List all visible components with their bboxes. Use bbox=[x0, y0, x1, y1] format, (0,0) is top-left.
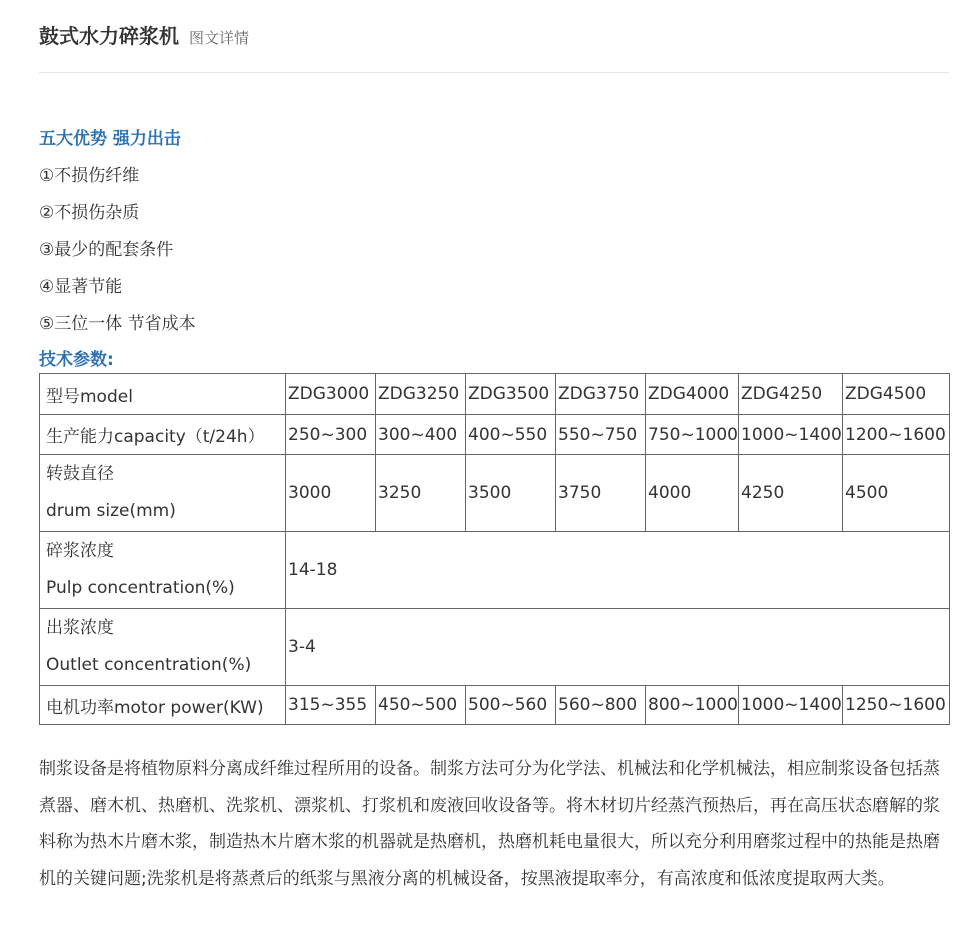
table-cell: 1250~1600 bbox=[843, 686, 950, 725]
table-cell: 1000~1400 bbox=[739, 686, 843, 725]
table-cell: 4500 bbox=[843, 455, 950, 532]
table-row-outlet bbox=[40, 609, 950, 686]
row-label: 型号model bbox=[40, 374, 286, 415]
table-cell: 800~1000 bbox=[646, 686, 739, 725]
table-cell: ZDG3000 bbox=[286, 374, 376, 415]
advantage-item: ①不损伤纤维 bbox=[39, 166, 140, 186]
table-cell: ZDG3750 bbox=[556, 374, 646, 415]
table-cell: 315~355 bbox=[286, 686, 376, 725]
table-row-drum bbox=[40, 455, 950, 532]
table-cell: 450~500 bbox=[376, 686, 466, 725]
row-label-en: Pulp concentration(%) bbox=[46, 578, 235, 598]
table-cell: ZDG4500 bbox=[843, 374, 950, 415]
product-title: 鼓式水力碎浆机 bbox=[39, 24, 179, 48]
advantages-list bbox=[39, 158, 196, 343]
table-cell: ZDG3250 bbox=[376, 374, 466, 415]
table-cell: 300~400 bbox=[376, 415, 466, 455]
table-cell: 3-4 bbox=[286, 609, 950, 686]
table-cell: 1000~1400 bbox=[739, 415, 843, 455]
row-label-en: drum size(mm) bbox=[46, 501, 176, 521]
table-cell: 3750 bbox=[556, 455, 646, 532]
row-label bbox=[40, 609, 286, 686]
table-cell: 550~750 bbox=[556, 415, 646, 455]
table-cell: 400~550 bbox=[466, 415, 556, 455]
table-cell: ZDG4250 bbox=[739, 374, 843, 415]
advantage-item: ⑤三位一体 节省成本 bbox=[39, 314, 196, 334]
row-label-en: Outlet concentration(%) bbox=[46, 655, 252, 675]
row-label-cn: 出浆浓度 bbox=[46, 618, 114, 638]
page-header bbox=[39, 20, 249, 49]
table-cell: 3250 bbox=[376, 455, 466, 532]
advantage-item: ②不损伤杂质 bbox=[39, 203, 140, 223]
row-label: 电机功率motor power(KW) bbox=[40, 686, 286, 725]
advantages-heading: 五大优势 强力出击 bbox=[39, 129, 181, 149]
table-cell: ZDG3500 bbox=[466, 374, 556, 415]
table-cell: 1200~1600 bbox=[843, 415, 950, 455]
row-label bbox=[40, 455, 286, 532]
table-cell: 3000 bbox=[286, 455, 376, 532]
table-cell: 500~560 bbox=[466, 686, 556, 725]
table-row-model bbox=[40, 374, 950, 415]
table-cell: 3500 bbox=[466, 455, 556, 532]
table-row-power bbox=[40, 686, 950, 725]
page-subtitle: 图文详情 bbox=[189, 29, 250, 47]
table-cell: 250~300 bbox=[286, 415, 376, 455]
advantage-item: ④显著节能 bbox=[39, 277, 123, 297]
row-label-cn: 碎浆浓度 bbox=[46, 541, 114, 561]
specs-heading: 技术参数: bbox=[39, 350, 114, 370]
description-paragraph: 制浆设备是将植物原料分离成纤维过程所用的设备。制浆方法可分为化学法、机械法和化学机械法，相应制浆设备包括蒸煮器、磨木机、热磨机、洗浆机、漂浆机、打浆机和废液回收设备等。将木材切片经蒸汽预热后，再在高压状态磨解的浆料称为热木片磨木浆，制造热木片磨木浆的机器就是热磨机，热磨机耗电量很大，所以充分利用磨浆过程中的热能是热磨机的关键问题;洗浆机是将蒸煮后的纸浆与黑液分离的机械设备，按黑液提取率分，有高浓度和低浓度提取两大类。 bbox=[39, 759, 940, 889]
table-row-pulp bbox=[40, 532, 950, 609]
specs-table bbox=[39, 373, 950, 725]
table-cell: ZDG4000 bbox=[646, 374, 739, 415]
table-cell: 750~1000 bbox=[646, 415, 739, 455]
table-cell: 560~800 bbox=[556, 686, 646, 725]
row-label bbox=[40, 532, 286, 609]
header-divider bbox=[39, 72, 949, 73]
table-cell: 4000 bbox=[646, 455, 739, 532]
table-row-capacity bbox=[40, 415, 950, 455]
row-label-cn: 转鼓直径 bbox=[46, 464, 114, 484]
table-cell: 14-18 bbox=[286, 532, 950, 609]
table-cell: 4250 bbox=[739, 455, 843, 532]
row-label: 生产能力capacity（t/24h） bbox=[40, 415, 286, 455]
advantage-item: ③最少的配套条件 bbox=[39, 240, 174, 260]
